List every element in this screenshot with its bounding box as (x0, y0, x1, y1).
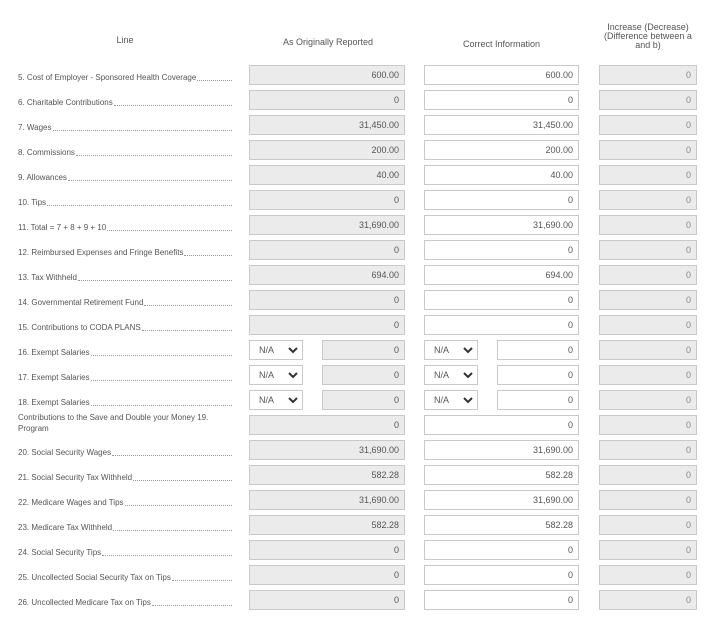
row-label-text: 8. Commissions (18, 148, 75, 157)
correct-exempt-select[interactable] (424, 340, 478, 360)
original-amount-field: 0 (249, 290, 405, 310)
correct-amount-input[interactable]: 0 (497, 365, 579, 385)
chevron-down-icon (463, 396, 473, 404)
correct-amount-input[interactable]: 0 (424, 315, 579, 335)
chevron-down-icon (288, 371, 298, 379)
row-label (18, 543, 232, 557)
row-label (18, 268, 232, 282)
difference-field: 0 (599, 240, 697, 260)
row-label-text: 14. Governmental Retirement Fund (18, 298, 144, 307)
difference-field: 0 (599, 165, 697, 185)
table-row (0, 115, 712, 135)
row-label (18, 393, 232, 407)
row-label-text: 15. Contributions to CODA PLANS (18, 323, 141, 332)
table-row (0, 465, 712, 485)
header-correct-information: Correct Information (462, 39, 541, 49)
row-label (18, 118, 232, 132)
original-select-value: N/A (259, 395, 275, 405)
row-label-text: 18. Exempt Salaries (18, 398, 90, 407)
original-amount-field: 200.00 (249, 140, 405, 160)
leader-dots (114, 105, 232, 106)
row-label-text: 5. Cost of Employer - Sponsored Health Coverage (18, 73, 197, 82)
original-amount-field: 0 (249, 565, 405, 585)
table-row (0, 415, 712, 435)
table-row (0, 65, 712, 85)
difference-field: 0 (599, 490, 697, 510)
leader-dots (197, 80, 232, 81)
table-row (0, 440, 712, 460)
original-select-value: N/A (259, 370, 275, 380)
row-label-text: 25. Uncollected Social Security Tax on Tips (18, 573, 171, 582)
original-amount-field: 0 (249, 415, 405, 435)
row-label-text: 23. Medicare Tax Withheld (18, 523, 113, 532)
row-label (18, 568, 232, 582)
correct-amount-input[interactable]: 0 (424, 590, 579, 610)
difference-field: 0 (599, 215, 697, 235)
table-row (0, 315, 712, 335)
table-row (0, 365, 712, 385)
row-label (18, 343, 232, 357)
leader-dots (68, 180, 232, 181)
table-row (0, 490, 712, 510)
original-amount-field: 31,450.00 (249, 115, 405, 135)
original-amount-field: 0 (322, 365, 405, 385)
correct-amount-input[interactable]: 694.00 (424, 265, 579, 285)
difference-field: 0 (599, 465, 697, 485)
original-amount-field: 40.00 (249, 165, 405, 185)
leader-dots (91, 380, 232, 381)
original-exempt-select[interactable] (249, 340, 303, 360)
table-row (0, 290, 712, 310)
correct-amount-input[interactable]: 0 (424, 415, 579, 435)
original-amount-field: 694.00 (249, 265, 405, 285)
row-label (18, 68, 232, 82)
table-row (0, 565, 712, 585)
correct-amount-input[interactable]: 0 (424, 240, 579, 260)
difference-field: 0 (599, 115, 697, 135)
leader-dots (76, 155, 232, 156)
row-label (18, 193, 232, 207)
difference-field: 0 (599, 315, 697, 335)
difference-field: 0 (599, 415, 697, 435)
correct-amount-input[interactable]: 0 (424, 290, 579, 310)
original-exempt-select[interactable] (249, 390, 303, 410)
leader-dots (142, 330, 232, 331)
difference-field: 0 (599, 265, 697, 285)
correct-amount-input[interactable]: 31,450.00 (424, 115, 579, 135)
leader-dots (112, 455, 232, 456)
correct-select-value: N/A (434, 370, 450, 380)
correct-select-value: N/A (434, 345, 450, 355)
row-label-text: 7. Wages (18, 123, 52, 132)
leader-dots (78, 280, 232, 281)
difference-field: 0 (599, 365, 697, 385)
correct-exempt-select[interactable] (424, 390, 478, 410)
leader-dots (113, 530, 232, 531)
table-row (0, 515, 712, 535)
table-row (0, 240, 712, 260)
leader-dots (144, 305, 232, 306)
original-select-value: N/A (259, 345, 275, 355)
original-amount-field: 0 (249, 90, 405, 110)
row-label (18, 293, 232, 307)
header-increase-line-3: and b) (635, 40, 661, 50)
header-line: Line (116, 35, 134, 45)
correct-amount-input[interactable]: 31,690.00 (424, 215, 579, 235)
correct-exempt-select[interactable] (424, 365, 478, 385)
row-label-text: 13. Tax Withheld (18, 273, 77, 282)
row-label-text: 26. Uncollected Medicare Tax on Tips (18, 598, 151, 607)
row-label-text: 22. Medicare Wages and Tips (18, 498, 124, 507)
row-label (18, 593, 232, 607)
table-row (0, 215, 712, 235)
correct-amount-input[interactable]: 0 (424, 565, 579, 585)
row-label-text: 11. Total = 7 + 8 + 9 + 10 (18, 223, 107, 232)
correct-amount-input[interactable]: 31,690.00 (424, 490, 579, 510)
chevron-down-icon (463, 371, 473, 379)
row-label (18, 218, 232, 232)
header-increase-line-1: Increase (Decrease) (607, 22, 689, 32)
row-label-text: 20. Social Security Wages (18, 448, 112, 457)
table-row (0, 540, 712, 560)
correct-amount-input[interactable]: 40.00 (424, 165, 579, 185)
row-label (18, 143, 232, 157)
leader-dots (91, 405, 232, 406)
table-row (0, 265, 712, 285)
header-as-originally-reported: As Originally Reported (282, 37, 374, 47)
correct-amount-input[interactable]: 0 (424, 90, 579, 110)
table-row (0, 90, 712, 110)
correct-amount-input[interactable]: 31,690.00 (424, 440, 579, 460)
original-amount-field: 0 (249, 315, 405, 335)
correct-amount-input[interactable]: 582.28 (424, 465, 579, 485)
leader-dots (152, 605, 232, 606)
difference-field: 0 (599, 540, 697, 560)
correct-amount-input[interactable]: 582.28 (424, 515, 579, 535)
row-label (18, 443, 232, 457)
chevron-down-icon (463, 346, 473, 354)
correct-amount-input[interactable]: 0 (497, 390, 579, 410)
correct-amount-input[interactable]: 200.00 (424, 140, 579, 160)
original-amount-field: 582.28 (249, 515, 405, 535)
difference-field: 0 (599, 590, 697, 610)
row-label-text: 16. Exempt Salaries (18, 348, 90, 357)
correct-amount-input[interactable]: 0 (497, 340, 579, 360)
difference-field: 0 (599, 90, 697, 110)
table-row (0, 140, 712, 160)
leader-dots (53, 130, 233, 131)
original-amount-field: 0 (249, 540, 405, 560)
row-label-text: Contributions to the Save and Double your Money 19. Program (18, 412, 232, 434)
row-label-text: 24. Social Security Tips (18, 548, 102, 557)
row-label-text: 12. Reimbursed Expenses and Fringe Benefits (18, 248, 184, 257)
original-exempt-select[interactable] (249, 365, 303, 385)
leader-dots (184, 255, 232, 256)
original-amount-field: 31,690.00 (249, 440, 405, 460)
table-row (0, 190, 712, 210)
row-label-text: 17. Exempt Salaries (18, 373, 90, 382)
chevron-down-icon (288, 396, 298, 404)
original-amount-field: 0 (322, 390, 405, 410)
table-row (0, 165, 712, 185)
original-amount-field: 582.28 (249, 465, 405, 485)
table-row (0, 590, 712, 610)
row-label-text: 9. Allowances (18, 173, 67, 182)
correct-amount-input[interactable]: 600.00 (424, 65, 579, 85)
leader-dots (172, 580, 232, 581)
header-increase-decrease (598, 23, 698, 50)
header-increase-line-2: (Difference between a (604, 31, 692, 41)
leader-dots (107, 230, 232, 231)
difference-field: 0 (599, 515, 697, 535)
leader-dots (125, 505, 232, 506)
row-label (18, 368, 232, 382)
row-label (18, 318, 232, 332)
correct-amount-input[interactable]: 0 (424, 190, 579, 210)
row-label (18, 468, 232, 482)
row-label (18, 493, 232, 507)
difference-field: 0 (599, 140, 697, 160)
row-label (18, 168, 232, 182)
original-amount-field: 0 (249, 190, 405, 210)
original-amount-field: 31,690.00 (249, 490, 405, 510)
original-amount-field: 0 (249, 590, 405, 610)
original-amount-field: 600.00 (249, 65, 405, 85)
difference-field: 0 (599, 190, 697, 210)
correct-amount-input[interactable]: 0 (424, 540, 579, 560)
table-row (0, 340, 712, 360)
row-label-text: 21. Social Security Tax Withheld (18, 473, 133, 482)
original-amount-field: 0 (249, 240, 405, 260)
row-label (18, 243, 232, 257)
leader-dots (102, 555, 232, 556)
difference-field: 0 (599, 65, 697, 85)
row-label (18, 93, 232, 107)
row-label-text: 6. Charitable Contributions (18, 98, 113, 107)
difference-field: 0 (599, 565, 697, 585)
difference-field: 0 (599, 390, 697, 410)
row-label (18, 518, 232, 532)
original-amount-field: 0 (322, 340, 405, 360)
leader-dots (91, 355, 232, 356)
difference-field: 0 (599, 290, 697, 310)
difference-field: 0 (599, 340, 697, 360)
leader-dots (47, 205, 232, 206)
difference-field: 0 (599, 440, 697, 460)
leader-dots (133, 480, 232, 481)
row-label-text: 10. Tips (18, 198, 47, 207)
row-label (18, 413, 232, 433)
table-row (0, 390, 712, 410)
chevron-down-icon (288, 346, 298, 354)
original-amount-field: 31,690.00 (249, 215, 405, 235)
correct-select-value: N/A (434, 395, 450, 405)
